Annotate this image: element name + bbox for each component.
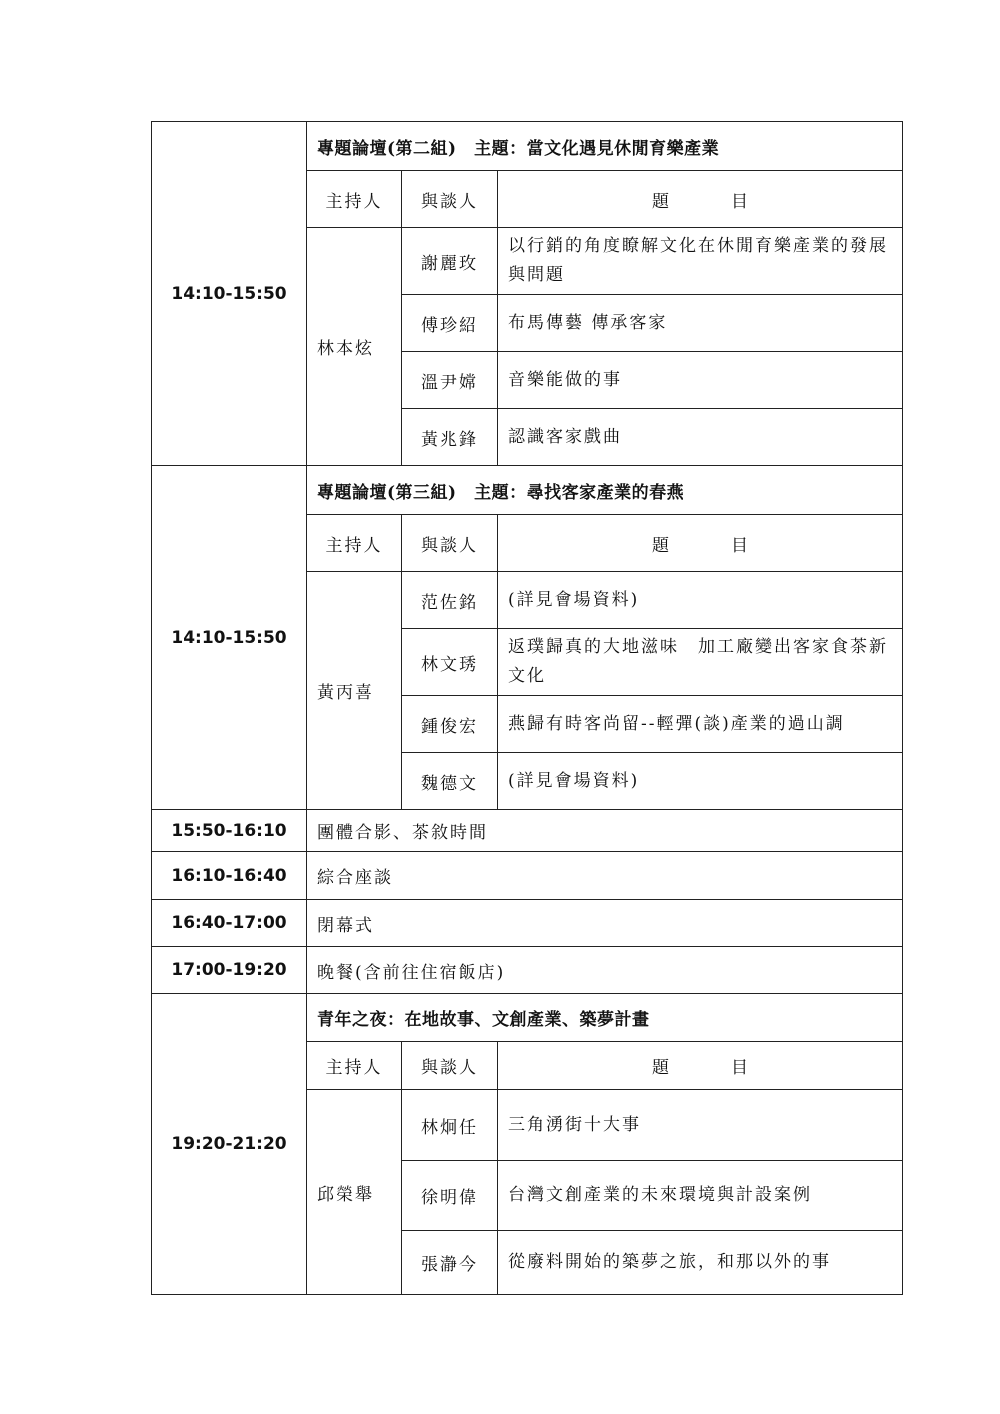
moderator-name: 黃丙喜 — [307, 572, 402, 810]
speaker-name: 鍾俊宏 — [402, 696, 498, 753]
moderator-name: 邱榮舉 — [307, 1090, 402, 1295]
session-title-row — [152, 122, 903, 171]
row-time: 16:40-17:00 — [152, 900, 307, 947]
moderator-header: 主持人 — [307, 171, 402, 228]
talk-topic: 布馬傳藝 傳承客家 — [498, 295, 903, 352]
session-title-row — [152, 994, 903, 1042]
row-activity: 團體合影、茶敘時間 — [307, 810, 903, 852]
moderator-name: 林本炫 — [307, 228, 402, 466]
schedule-row — [152, 900, 903, 947]
panelist-header: 與談人 — [402, 515, 498, 572]
talk-topic: 返璞歸真的大地滋味 加工廠變出客家食茶新文化 — [498, 629, 903, 696]
speaker-name: 黃兆鋒 — [402, 409, 498, 466]
row-activity: 閉幕式 — [307, 900, 903, 947]
row-activity: 綜合座談 — [307, 852, 903, 900]
agenda-table — [151, 121, 903, 1295]
session-title: 專題論壇(第三組) 主題：尋找客家產業的春燕 — [307, 466, 903, 515]
topic-header: 題 目 — [498, 515, 903, 572]
row-activity: 晚餐(含前往住宿飯店) — [307, 947, 903, 994]
session-title-row — [152, 466, 903, 515]
talk-topic: 三角湧街十大事 — [498, 1090, 903, 1161]
session-time: 14:10-15:50 — [152, 122, 307, 466]
topic-header: 題 目 — [498, 171, 903, 228]
talk-topic: 從廢料開始的築夢之旅，和那以外的事 — [498, 1231, 903, 1295]
session-time: 19:20-21:20 — [152, 994, 307, 1295]
talk-topic: (詳見會場資料) — [498, 572, 903, 629]
panelist-header: 與談人 — [402, 1042, 498, 1090]
speaker-name: 張瀞今 — [402, 1231, 498, 1295]
talk-topic: 台灣文創產業的未來環境與計設案例 — [498, 1161, 903, 1231]
moderator-header: 主持人 — [307, 515, 402, 572]
session-title: 青年之夜：在地故事、文創產業、築夢計畫 — [307, 994, 903, 1042]
talk-topic: 認識客家戲曲 — [498, 409, 903, 466]
speaker-name: 范佐銘 — [402, 572, 498, 629]
talk-topic: 以行銷的角度瞭解文化在休閒育樂產業的發展與問題 — [498, 228, 903, 295]
session-time: 14:10-15:50 — [152, 466, 307, 810]
speaker-name: 魏德文 — [402, 753, 498, 810]
talk-topic: 音樂能做的事 — [498, 352, 903, 409]
speaker-name: 徐明偉 — [402, 1161, 498, 1231]
row-time: 15:50-16:10 — [152, 810, 307, 852]
row-time: 16:10-16:40 — [152, 852, 307, 900]
moderator-header: 主持人 — [307, 1042, 402, 1090]
speaker-name: 謝麗玫 — [402, 228, 498, 295]
speaker-name: 林文琇 — [402, 629, 498, 696]
schedule-row — [152, 852, 903, 900]
speaker-name: 溫尹嫦 — [402, 352, 498, 409]
speaker-name: 傅珍紹 — [402, 295, 498, 352]
session-title: 專題論壇(第二組) 主題：當文化遇見休閒育樂產業 — [307, 122, 903, 171]
topic-header: 題 目 — [498, 1042, 903, 1090]
speaker-name: 林炯任 — [402, 1090, 498, 1161]
schedule-row — [152, 810, 903, 852]
talk-topic: (詳見會場資料) — [498, 753, 903, 810]
row-time: 17:00-19:20 — [152, 947, 307, 994]
panelist-header: 與談人 — [402, 171, 498, 228]
schedule-row — [152, 947, 903, 994]
talk-topic: 燕歸有時客尚留--輕彈(談)產業的過山調 — [498, 696, 903, 753]
